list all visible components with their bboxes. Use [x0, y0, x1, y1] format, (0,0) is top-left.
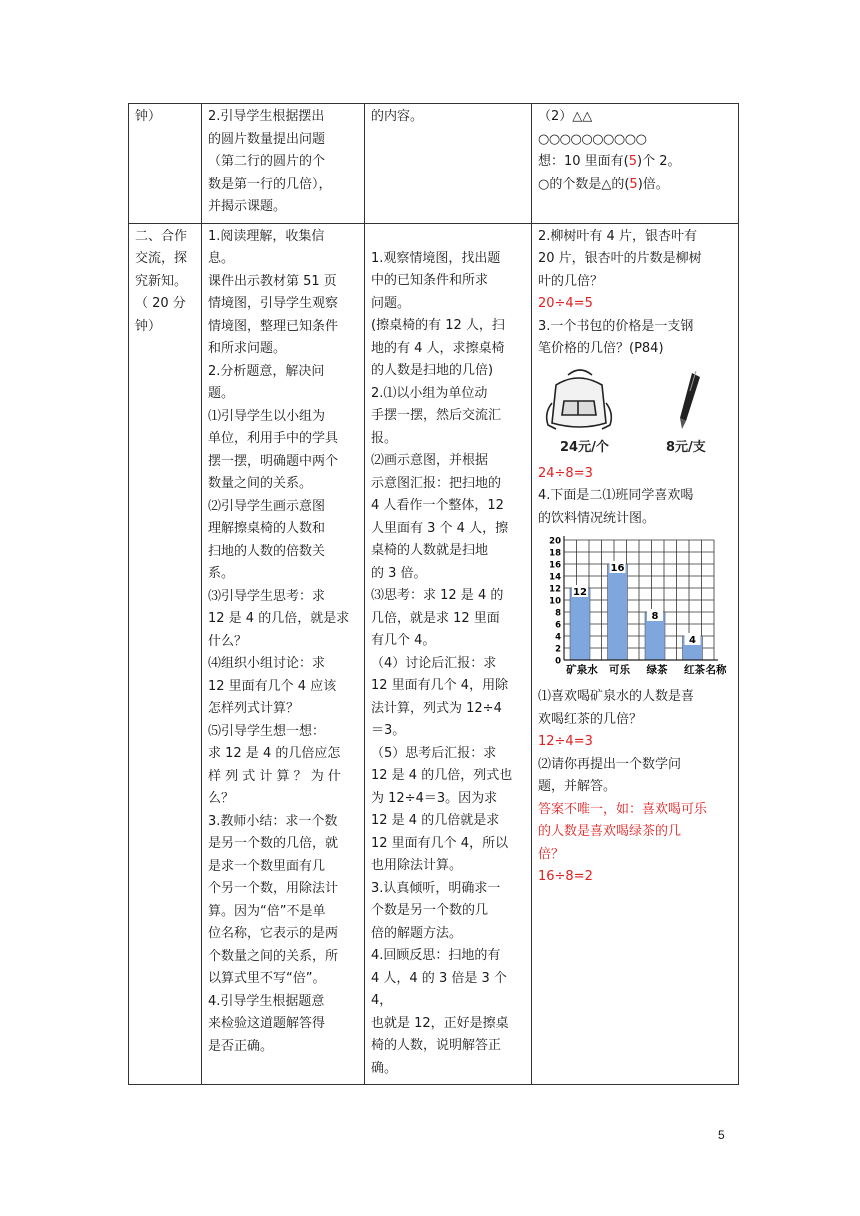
text-line: 确。	[371, 1060, 398, 1076]
text-line: 的人数是扫地的几倍)	[371, 363, 494, 378]
text-line: 2.引导学生根据摆出	[208, 109, 325, 124]
y-tick-label: 4	[555, 632, 561, 643]
text-line: 有几个 4。	[371, 633, 436, 648]
text-line: 理解擦桌椅的人数和	[208, 521, 326, 536]
table-row	[129, 223, 739, 1085]
text-line: ⑷组织小组讨论：求	[208, 656, 326, 671]
text-line: 是求一个数里面有几	[208, 858, 326, 874]
text-line: 欢喝红茶的几倍？	[538, 711, 643, 727]
text-line: 个另一个数，用除法计	[208, 881, 339, 896]
text-line: 12 是 4 的几倍，就是求	[208, 611, 350, 626]
text-line: 地的有 4 人，求擦桌椅	[371, 340, 505, 356]
bag-price-label: 24元/个	[560, 439, 609, 455]
text-line: ⑶引导学生思考：求	[208, 588, 326, 604]
text-line: 位名称，它表示的是两	[208, 926, 339, 941]
y-tick-label: 16	[549, 560, 561, 571]
y-tick-label: 2	[555, 644, 561, 655]
text-line: 二、合作	[135, 228, 188, 244]
text-line: 示意图汇报：把扫地的	[371, 475, 502, 491]
text-line: 究新知。	[135, 273, 188, 289]
teacher-activity-cell	[202, 104, 365, 224]
stage-cell	[129, 223, 202, 1085]
text-line: 扫地的人数的倍数关	[208, 543, 326, 559]
text-line: 12 里面有几个 4 应该	[208, 678, 337, 694]
answer-blank: 5	[629, 176, 638, 192]
text-line: 1.观察情境图，找出题	[371, 250, 501, 266]
pen-icon	[680, 371, 700, 429]
x-axis-label: 名称	[705, 664, 727, 676]
text-line: 个数是另一个数的几	[371, 903, 489, 918]
text-line: 人里面有 3 个 4 人，擦	[371, 520, 509, 536]
text-line: （第二行的圆片的个	[208, 154, 326, 169]
text-line: ⑸引导学生想一想：	[208, 723, 326, 739]
exercise-cell	[532, 223, 739, 1085]
text-line: （4）讨论后汇报：求	[371, 655, 497, 671]
text-line: 题，并解答。	[538, 779, 617, 794]
text-line: ⑵引导学生画示意图	[208, 498, 326, 514]
text-line	[538, 174, 733, 197]
teacher-activity-cell	[202, 223, 365, 1085]
text-span: ○的个数是△的(	[538, 176, 630, 192]
text-line: 数是第一行的几倍），	[208, 176, 332, 192]
text-line: (擦桌椅的有 12 人，扫	[371, 318, 505, 333]
circles-line: ○○○○○○○○○○	[538, 131, 647, 147]
student-activity-cell	[365, 104, 532, 224]
data-label: 16	[610, 563, 625, 574]
question-4	[538, 485, 733, 530]
data-label: 4	[689, 635, 696, 646]
text-line: 的人数是喜欢喝绿茶的几	[538, 824, 682, 839]
text-line: 倍？	[538, 846, 565, 862]
question-4-2	[538, 754, 733, 799]
text-line: 3.一个书包的价格是一支钢	[538, 318, 694, 334]
text-line: 倍的解题方法。	[371, 925, 463, 941]
y-tick-label: 10	[549, 596, 561, 607]
table-row	[129, 104, 739, 224]
text-line: （ 20 分	[135, 296, 186, 311]
text-line: 20 片，银杏叶的片数是柳树	[538, 251, 702, 266]
text-line: 样 列 式 计 算 ？ 为 什	[208, 768, 341, 784]
text-line: 来检验这道题解答得	[208, 1016, 326, 1031]
text-line: 课件出示教材第 51 页	[208, 273, 337, 289]
text-line: 3.认真倾听，明确求一	[371, 880, 501, 896]
exercise-cell	[532, 104, 739, 224]
text-line: 是另一个数的几倍，就	[208, 836, 339, 851]
text-line: 情境图，整理已知条件	[208, 318, 339, 334]
y-tick-label: 18	[549, 548, 561, 559]
text-span: )倍。	[637, 176, 669, 192]
text-line: ⑶思考：求 12 是 4 的	[371, 588, 504, 603]
text-line: 怎样列式计算？	[208, 701, 300, 716]
y-tick-label: 0	[555, 656, 561, 667]
bag-and-pen-picture	[538, 363, 728, 459]
backpack-icon	[547, 370, 612, 429]
text-line: 数量之间的关系。	[208, 476, 313, 491]
text-line: 报。	[371, 430, 398, 446]
answer-blank: 5	[628, 154, 638, 169]
text-line: 单位，利用手中的学具	[208, 431, 339, 446]
text-line: 的 3 倍。	[371, 565, 427, 581]
x-tick-label: 绿茶	[646, 664, 668, 676]
text-line: 么？	[208, 791, 235, 806]
x-tick-label: 红茶	[684, 664, 705, 676]
text-line: 12 里面有几个 4，用除	[371, 678, 509, 693]
text-line: 2.分析题意，解决问	[208, 363, 325, 379]
text-line: 什么？	[208, 633, 248, 649]
text-line: 和所求问题。	[208, 341, 287, 356]
data-label: 12	[573, 587, 587, 598]
text-line: 个数量之间的关系，所	[208, 948, 339, 964]
y-tick-label: 14	[549, 572, 561, 583]
text-span: )个 2。	[637, 154, 681, 169]
pen-price-label: 8元/支	[666, 439, 706, 455]
text-line: 12 里面有几个 4，所以	[371, 835, 509, 851]
text-span: 想：10 里面有(	[538, 154, 629, 169]
question-2	[538, 226, 733, 294]
text-line: 并揭示课题。	[208, 199, 287, 214]
text-line: （5）思考后汇报：求	[371, 745, 497, 761]
y-tick-label: 20	[549, 536, 561, 547]
x-tick-label: 可乐	[609, 664, 630, 676]
text-line: 系。	[208, 566, 235, 581]
text-line: 4.引导学生根据题意	[208, 993, 325, 1009]
text-line: 以算式里不写“倍”。	[208, 971, 326, 986]
stage-cell	[129, 104, 202, 224]
text-line: 答案不唯一，如：喜欢喝可乐	[538, 801, 708, 817]
text-line: 也就是 12，正好是擦桌	[371, 1015, 509, 1031]
text-line: 4.下面是二⑴班同学喜欢喝	[538, 488, 694, 503]
answer-2: 20÷4=5	[538, 296, 593, 311]
text-line: 1.阅读理解，收集信	[208, 228, 325, 244]
text-line: 4 人看作一个整体，12	[371, 498, 504, 513]
drinks-bar-chart	[538, 532, 728, 682]
text-line: 中的已知条件和所求	[371, 273, 489, 288]
data-label: 8	[651, 611, 659, 622]
lesson-plan-table	[128, 103, 739, 1085]
text-line: 算。因为“倍”不是单	[208, 903, 326, 919]
question-3	[538, 316, 733, 361]
bar	[608, 564, 628, 660]
page-number: 5	[718, 1128, 725, 1142]
text-line: ⑴引导学生以小组为	[208, 408, 326, 424]
text-line: 交流，探	[135, 251, 188, 266]
text-line: 3.教师小结：求一个数	[208, 813, 338, 829]
text-line: 情境图，引导学生观察	[208, 296, 339, 311]
text-line: 椅的人数，说明解答正	[371, 1038, 502, 1053]
text-line: 16÷8=2	[538, 869, 593, 884]
text-line: 问题。	[371, 295, 411, 311]
answer-3: 24÷8=3	[538, 465, 593, 481]
text-line: 摆一摆，明确题中两个	[208, 453, 339, 469]
text-line: 是否正确。	[208, 1038, 274, 1054]
text-line: ⑵请你再提出一个数学问	[538, 756, 682, 772]
text-line: 12 是 4 的几倍，列式也	[371, 768, 513, 783]
text-line: 的圆片数量提出问题	[208, 131, 326, 147]
text-line: 桌椅的人数就是扫地	[371, 543, 489, 558]
text-line: 2.⑴以小组为单位动	[371, 385, 488, 401]
bar	[570, 588, 590, 660]
y-tick-label: 8	[555, 608, 561, 619]
text-line: 法计算，列式为 12÷4	[371, 700, 502, 716]
text-line: 钟）	[135, 109, 162, 124]
text-line: 4.回顾反思：扫地的有	[371, 948, 501, 963]
text-line: 笔价格的几倍？(P84)	[538, 341, 664, 356]
question-4-1	[538, 686, 733, 731]
text-line: 钟）	[135, 318, 162, 334]
text-line: 的饮料情况统计图。	[538, 510, 656, 526]
text-line: ＝3。	[371, 723, 406, 738]
text-line: 为 12÷4＝3。因为求	[371, 790, 498, 806]
answer-4-1: 12÷4=3	[538, 734, 593, 749]
x-tick-label: 矿泉水	[566, 664, 598, 676]
text-line: 也用除法计算。	[371, 858, 463, 873]
text-line	[538, 151, 733, 174]
text-line: 12 是 4 的几倍就是求	[371, 813, 500, 828]
text-line: （2）△△	[538, 109, 593, 124]
text-line: 息。	[208, 251, 235, 266]
text-line: 叶的几倍？	[538, 273, 604, 289]
text-line: ⑴喜欢喝矿泉水的人数是喜	[538, 689, 695, 704]
text-line: 2.柳树叶有 4 片，银杏叶有	[538, 228, 697, 244]
text-line: 4 人，4 的 3 倍是 3 个 4，	[371, 970, 512, 1008]
y-tick-label: 6	[555, 620, 561, 631]
text-line: 题。	[208, 386, 235, 401]
text-line: 几倍，就是求 12 里面	[371, 610, 500, 626]
text-line: 的内容。	[371, 109, 424, 124]
text-line: 手摆一摆，然后交流汇	[371, 408, 502, 423]
y-tick-label: 12	[549, 584, 561, 595]
text-line: ⑵画示意图，并根据	[371, 453, 489, 468]
answer-4-2	[538, 799, 733, 889]
student-activity-cell	[365, 223, 532, 1085]
text-line: 求 12 是 4 的几倍应怎	[208, 746, 341, 761]
